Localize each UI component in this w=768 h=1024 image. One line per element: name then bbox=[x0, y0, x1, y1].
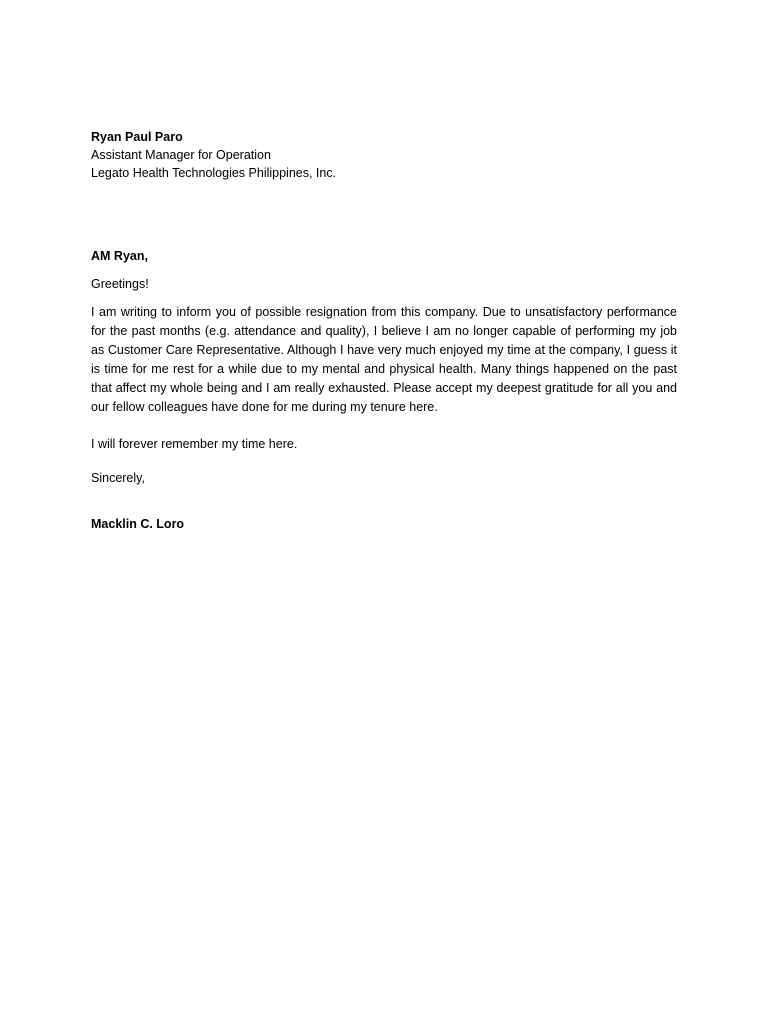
recipient-block bbox=[91, 128, 677, 182]
remember-line: I will forever remember my time here. bbox=[91, 437, 298, 451]
body-paragraph: I am writing to inform you of possible resignation from this company. Due to unsatisfactory performance for the past months (e.g. attendance and quality), I believe I am no longer capable of performing my job as Customer Care Representative. Although I have very much enjoyed my time at the company, I guess it is time for me rest for a while due to my mental and physical health. Many things happened on the past that affect my whole being and I am really exhausted. Please accept my deepest gratitude for all you and our fellow colleagues have done for me during my tenure here. bbox=[91, 305, 677, 414]
recipient-position: Assistant Manager for Operation bbox=[91, 148, 271, 162]
greeting: Greetings! bbox=[91, 277, 149, 291]
salutation: AM Ryan, bbox=[91, 249, 148, 263]
recipient-company: Legato Health Technologies Philippines, Inc. bbox=[91, 166, 337, 180]
signature: Macklin C. Loro bbox=[91, 517, 185, 531]
closing: Sincerely, bbox=[91, 471, 145, 485]
resignation-letter bbox=[91, 128, 677, 533]
recipient-name: Ryan Paul Paro bbox=[91, 130, 183, 144]
